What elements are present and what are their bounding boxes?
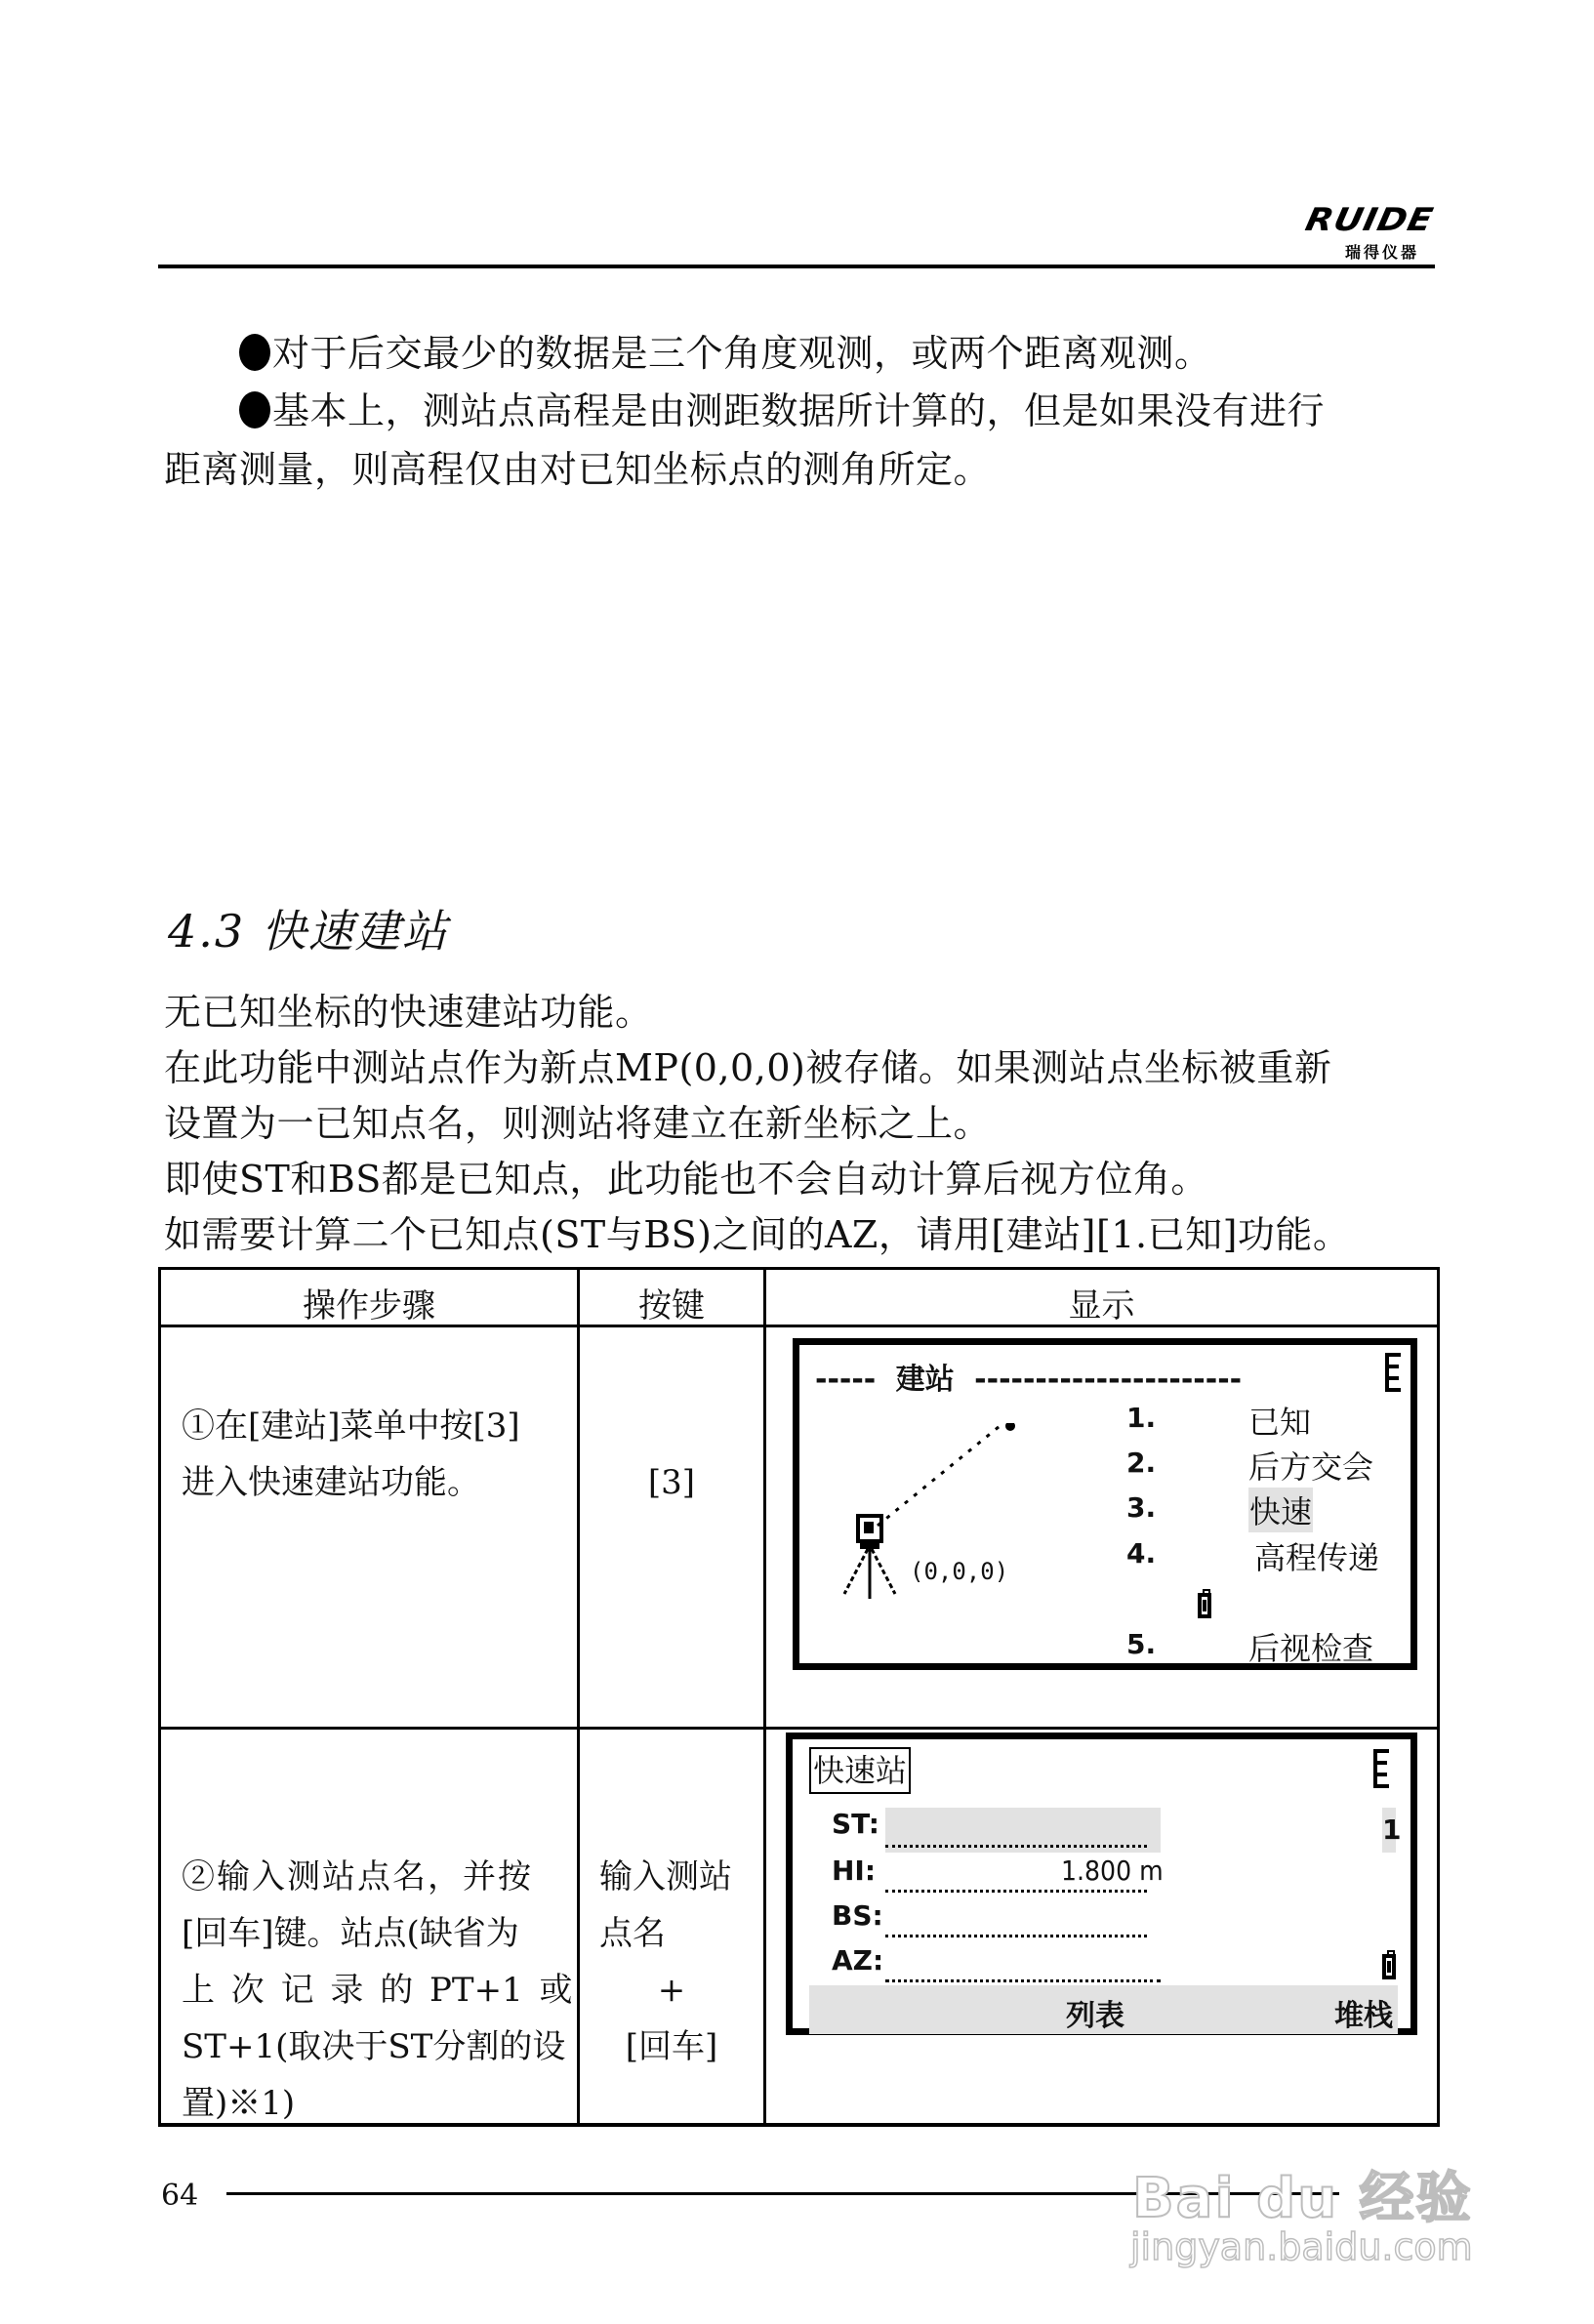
page-indicator: 1 — [1382, 1808, 1396, 1853]
softkey-stack[interactable]: 堆栈 — [1334, 1999, 1393, 2033]
menu-item-known[interactable]: 已知 — [1248, 1404, 1312, 1441]
lcd-title: 建站 — [895, 1363, 955, 1397]
row2-key-line-3: + — [657, 1971, 686, 2010]
bullet-icon — [239, 334, 270, 371]
row2-key-line-4: [回车] — [625, 2027, 718, 2066]
table-border-bottom — [158, 2123, 1440, 2127]
battery-icon — [1198, 1593, 1211, 1618]
hi-input[interactable]: 1.800 m — [1061, 1855, 1164, 1887]
watermark-url: jingyan.baidu.com — [1130, 2225, 1473, 2268]
menu-item-quick[interactable]: 快速 — [1248, 1488, 1313, 1532]
st-underline — [885, 1845, 1147, 1848]
header-rule — [158, 265, 1435, 268]
row1-step-line-1: ①在[建站]菜单中按[3] — [182, 1407, 520, 1446]
brand-name: RUIDE — [1302, 202, 1438, 238]
bs-label: BS: — [832, 1899, 883, 1932]
page-number: 64 — [161, 2179, 199, 2213]
signal-bars-icon — [1385, 1353, 1403, 1392]
battery-icon — [1382, 1954, 1396, 1979]
lcd-screen-quick-station — [786, 1733, 1417, 2035]
bullet-icon — [239, 391, 270, 428]
az-label: AZ: — [832, 1944, 884, 1977]
softkey-list[interactable]: 列表 — [1066, 1999, 1124, 2033]
section-title: 4.3 快速建站 — [168, 905, 449, 958]
row2-key-line-1: 输入测站 — [599, 1857, 732, 1896]
screen-title: 快速站 — [809, 1747, 911, 1794]
header-keys: 按键 — [638, 1286, 705, 1325]
total-station-icon — [838, 1423, 1073, 1638]
table-border-top — [158, 1267, 1440, 1270]
menu-item-4-num: 4. — [1126, 1537, 1157, 1570]
row2-key-line-2: 点名 — [599, 1914, 666, 1953]
table-border-left — [158, 1267, 161, 2126]
menu-item-2-num: 2. — [1126, 1447, 1157, 1479]
menu-item-height-transfer[interactable]: 高程传递 — [1254, 1539, 1380, 1576]
signal-bars-icon — [1373, 1749, 1391, 1788]
table-row-divider — [158, 1727, 1440, 1730]
section-line-4: 即使ST和BS都是已知点，此功能也不会自动计算后视方位角。 — [164, 1158, 1208, 1201]
header-steps: 操作步骤 — [303, 1286, 435, 1325]
brand-logo — [1277, 202, 1438, 262]
menu-item-backsight-check[interactable]: 后视检查 — [1248, 1630, 1374, 1667]
lcd-screen-station-menu — [793, 1338, 1417, 1670]
section-line-5: 如需要计算二个已知点(ST与BS)之间的AZ，请用[建站][1.已知]功能。 — [164, 1213, 1351, 1256]
menu-item-1-num: 1. — [1126, 1402, 1157, 1434]
row1-key: [3] — [647, 1463, 696, 1502]
watermark-logo: Bai du 经验 — [1132, 2167, 1473, 2230]
row2-step-line-2: [回车]键。站点(缺省为 — [182, 1914, 519, 1953]
hi-underline — [885, 1890, 1147, 1893]
row2-step-line-4: ST+1(取决于ST分割的设 — [182, 2027, 566, 2066]
brand-subtitle: 瑞得仪器 — [1344, 243, 1419, 262]
row2-step-line-3: 上 次 记 录 的 PT+1 或 — [182, 1971, 573, 2010]
menu-item-resection[interactable]: 后方交会 — [1248, 1448, 1374, 1486]
st-label: ST: — [832, 1808, 879, 1840]
az-underline — [885, 1979, 1161, 1982]
menu-item-5-num: 5. — [1126, 1628, 1157, 1660]
bullet-item-2: 基本上，测站点高程是由测距数据所计算的，但是如果没有进行 — [239, 383, 1325, 439]
bullet-item-1: 对于后交最少的数据是三个角度观测，或两个距离观测。 — [239, 325, 1212, 382]
footer-rule — [226, 2192, 1339, 2195]
bs-underline — [885, 1935, 1147, 1937]
row2-step-line-5: 置)※1) — [182, 2084, 296, 2123]
lcd-title-row: ----- 建站 ---------------------- — [815, 1363, 1243, 1397]
origin-coordinates: (0,0,0) — [910, 1558, 1009, 1585]
row2-step-line-1: ②输入测站点名，并按 — [182, 1857, 533, 1896]
table-border-right — [1437, 1267, 1440, 2126]
bs-input[interactable] — [885, 1899, 1147, 1935]
section-line-1: 无已知坐标的快速建站功能。 — [164, 991, 653, 1034]
section-line-2: 在此功能中测站点作为新点MP(0,0,0)被存储。如果测站点坐标被重新 — [164, 1046, 1332, 1089]
hi-label: HI: — [832, 1855, 877, 1887]
section-line-3: 设置为一已知点名，则测站将建立在新坐标之上。 — [164, 1102, 992, 1145]
procedure-table — [158, 1267, 1440, 2126]
header-display: 显示 — [1068, 1286, 1135, 1325]
table-col-divider-2 — [763, 1267, 766, 2126]
row1-step-line-2: 进入快速建站功能。 — [182, 1463, 480, 1502]
menu-item-3-num: 3. — [1126, 1491, 1157, 1524]
bullet-item-2-continued: 距离测量，则高程仅由对已知坐标点的测角所定。 — [164, 448, 992, 491]
az-input[interactable] — [885, 1944, 1161, 1979]
